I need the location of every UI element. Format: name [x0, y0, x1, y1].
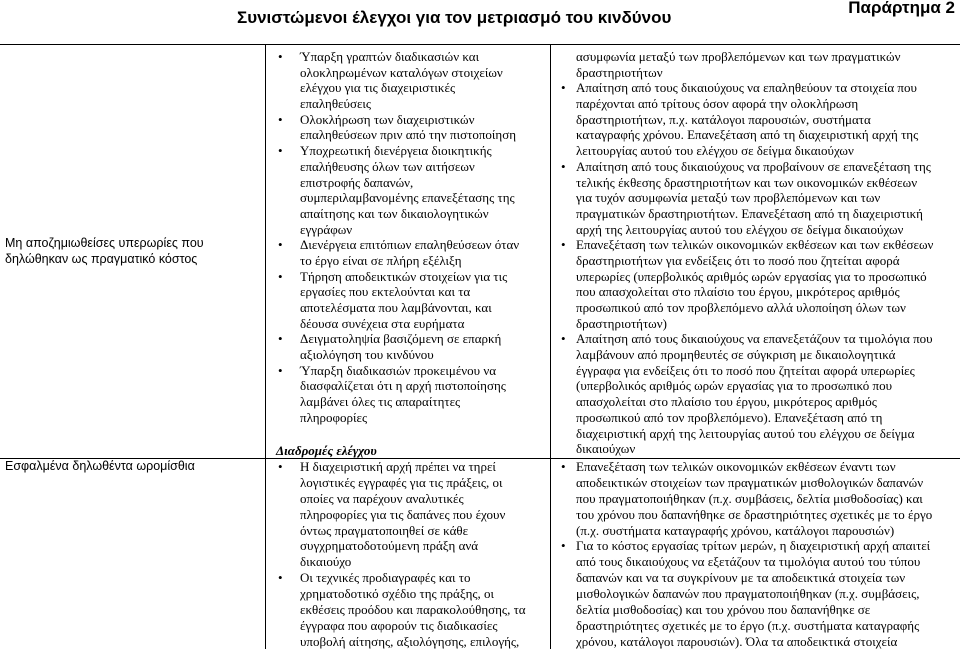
mitigation-item	[560, 80, 960, 158]
mitigation-line: Επανεξέταση των τελικών οικονομικών εκθέσεων και των εκθέσεων	[576, 237, 934, 253]
mitigation-line: δραστηριοτήτων	[576, 64, 663, 80]
mitigation-line: από τους δικαιούχους να εξετάζουν τα τιμολόγια αυτού του τύπου	[576, 554, 921, 570]
control-line: Διενέργεια επιτόπιων επαληθεύσεων όταν	[300, 237, 520, 253]
control-line: χρηματοδοτικό σχέδιο της πράξης, οι	[300, 586, 495, 602]
control-line: Η διαχειριστική αρχή πρέπει να τηρεί	[300, 459, 496, 474]
bullet-icon	[561, 538, 566, 554]
control-line: λαμβάνει όλες τις απαραίτητες	[300, 394, 461, 410]
control-line: εργασίες που εκτελούνται και τα	[300, 284, 471, 300]
control-item	[276, 363, 548, 426]
mitigation-line: δαπανών και να τα συγκρίνουν με τα αποδεικτικά στοιχεία των	[576, 570, 906, 586]
mitigation-line: λαμβάνουν από προμηθευτές σε σύγκριση με δικαιολογητικά	[576, 347, 896, 363]
mitigation-line: χρόνου, κατάλογοι παρουσιών). Όλα τα αποδεικτικά στοιχεία	[576, 633, 898, 649]
bullet-icon	[278, 570, 283, 586]
control-line: Υποχρεωτική διενέργεια διοικητικής	[300, 143, 492, 159]
mitigation-cell	[560, 49, 960, 457]
mitigation-line: Απαίτηση από τους δικαιούχους να επανεξετάζουν τα τιμολόγια που	[576, 331, 933, 347]
mitigation-item	[560, 159, 960, 237]
mitigation-line: διαχειριστική αρχή της λειτουργίας αυτού του ελέγχου σε δείγμα	[576, 425, 915, 441]
mitigation-line: προσωπικού από τον προβλεπόμενο). Επανεξέταση από τη	[576, 409, 883, 425]
bullet-icon	[278, 49, 283, 65]
control-line: υποβολή αίτησης, αξιολόγησης, επιλογής,	[300, 633, 520, 649]
control-line: όντως πραγματοποιηθεί σε κάθε	[300, 522, 469, 538]
mitigation-line: που πραγματοποιήθηκαν (π.χ. συμβάσεις, δελτία μισθοδοσίας) και	[576, 490, 923, 506]
bullet-icon	[561, 459, 566, 475]
mitigation-item	[560, 459, 960, 538]
bullet-icon	[278, 237, 283, 253]
mitigation-item	[560, 237, 960, 331]
control-line: Ύπαρξη διαδικασιών προκειμένου να	[300, 362, 497, 378]
control-item	[276, 570, 548, 649]
mitigation-line: Επανεξέταση των τελικών οικονομικών εκθέσεων έναντι των	[576, 459, 896, 474]
bullet-icon	[278, 269, 283, 285]
control-line: επαλήθευσης όλων των αιτήσεων	[300, 158, 475, 174]
control-item	[276, 331, 548, 362]
control-line: αποτελέσματα που λαμβάνονται, και	[300, 300, 492, 315]
bullet-icon	[278, 112, 283, 128]
mitigation-line: αποδεικτικών στοιχείων των πραγματικών μισθολογικών δαπανών	[576, 474, 924, 490]
bullet-icon	[278, 331, 283, 347]
mitigation-continued-text	[560, 49, 960, 80]
mitigation-cell	[560, 459, 960, 649]
bullet-icon	[278, 459, 283, 475]
mitigation-line: ασυμφωνία μεταξύ των προβλεπόμενων και των πραγματικών	[576, 49, 901, 64]
mitigation-line: που απασχολείται στο πλαίσιο του έργου, μικρότερος αριθμός	[576, 284, 900, 300]
mitigation-line: Απαίτηση από τους δικαιούχους να επαληθεύουν τα στοιχεία που	[576, 80, 917, 96]
mitigation-line: δικαιούχων	[576, 441, 636, 457]
mitigation-line: του χρόνου που δαπανήθηκε σε δραστηριότητες σχετικές με το έργο	[576, 506, 933, 522]
mitigation-line: (π.χ. συστήματα καταγραφής χρόνου, κατάλογοι παρουσιών)	[576, 522, 895, 538]
mitigation-line: Για το κόστος εργασίας τρίτων μερών, η διαχειριστική αρχή απαιτεί	[576, 538, 931, 554]
control-line: πληροφορίες	[300, 409, 368, 425]
mitigation-line: δελτία μισθοδοσίας) και του χρόνου που δαπανήθηκε σε	[576, 602, 871, 618]
audit-trail-heading: Διαδρομές ελέγχου	[276, 443, 377, 458]
control-item	[276, 49, 548, 112]
mitigation-line: μισθολογικών δαπανών που πραγματοποιήθηκαν (π.χ. συμβάσεις,	[576, 586, 920, 602]
control-line: το έργο είναι σε πλήρη εξέλιξη	[300, 252, 462, 268]
bullet-icon	[561, 80, 566, 96]
mitigation-line: απασχολείται στο πλαίσιο του έργου, μικρότερος αριθμός	[576, 394, 877, 410]
risk-line: Μη αποζημιωθείσες υπερωρίες που	[5, 236, 204, 250]
bullet-icon	[561, 331, 566, 347]
mitigation-line: προσωπικού από τον προβλεπόμενο αλλά υλοποίηση όλων των	[576, 300, 906, 315]
control-line: εγγράφων	[300, 221, 353, 237]
mitigation-line: (υπερβολικός αριθμός ωρών εργασίας για το προσωπικό που	[576, 378, 892, 394]
risk-cell	[5, 458, 195, 474]
mitigation-line: αρχή της λειτουργίας αυτού του ελέγχου σε δείγμα δικαιούχων	[576, 221, 904, 237]
control-line: έγγραφα που αφορούν τις διαδικασίες	[300, 617, 498, 633]
control-item	[276, 459, 548, 570]
control-line: λογιστικές εγγραφές για τις πράξεις, οι	[300, 474, 503, 490]
control-line: Ύπαρξη γραπτών διαδικασιών και	[300, 49, 480, 64]
control-line: επαληθεύσεις	[300, 96, 372, 112]
control-line: πληροφορίες για τις δαπάνες που έχουν	[300, 506, 506, 522]
mitigation-line: καταγραφής χρόνου. Επανεξέταση από τη διαχειριστική αρχή της	[576, 127, 919, 143]
mitigation-line: Απαίτηση από τους δικαιούχους να προβαίνουν σε επανεξέταση της	[576, 158, 931, 174]
control-item	[276, 143, 548, 237]
control-line: Τήρηση αποδεικτικών στοιχείων για τις	[300, 268, 508, 284]
control-line: ολοκληρωμένων καταλόγων στοιχείων	[300, 64, 503, 80]
control-line: συμπεριλαμβανομένης επανεξέτασης της	[300, 190, 515, 206]
control-line: ελέγχου για τις διαχειριστικές	[300, 80, 456, 96]
control-line: εκθέσεις προόδου και παρακολούθησης, τα	[300, 602, 526, 618]
risk-line: Εσφαλμένα δηλωθέντα ωρομίσθια	[5, 459, 195, 473]
annex-label: Παράρτημα 2	[848, 0, 955, 17]
table-top-border	[0, 44, 960, 45]
mitigation-line: δραστηριοτήτων, π.χ. κατάλογοι παρουσιών, συστήματα	[576, 111, 871, 127]
column-divider	[265, 44, 266, 649]
control-line: απαίτησης και των δικαιολογητικών	[300, 205, 489, 221]
control-line: δικαιούχο	[300, 554, 352, 570]
control-line: συγχρηματοδοτούμενη πράξη ανά	[300, 538, 479, 554]
mitigation-line: υπερωρίες (υπερβολικός αριθμός ωρών εργασίας για το προσωπικό	[576, 268, 927, 284]
control-line: Οι τεχνικές προδιαγραφές και το	[300, 570, 471, 586]
mitigation-line: παρέχονται από τρίτους όσον αφορά την ολοκλήρωση	[576, 96, 859, 112]
column-divider	[550, 44, 551, 649]
control-line: Δειγματοληψία βασιζόμενη σε επαρκή	[300, 331, 502, 347]
control-item	[276, 112, 548, 143]
control-line: αξιολόγηση του κινδύνου	[300, 347, 434, 363]
control-line: επιστροφής δαπανών,	[300, 174, 414, 190]
control-line: διασφαλίζεται ότι η αρχή πιστοποίησης	[300, 378, 506, 394]
mitigation-line: δραστηριότητες σχετικές με το έργο (π.χ. συστήματα καταγραφής	[576, 617, 920, 633]
mitigation-line: δραστηριοτήτων για ενδείξεις ότι το ποσό που ζητείται αφορά	[576, 252, 900, 268]
controls-cell	[276, 49, 548, 426]
page-title: Συνιστώμενοι έλεγχοι για τον μετριασμό του κινδύνου	[237, 8, 672, 27]
control-line: δέουσα συνέχεια στα ευρήματα	[300, 315, 465, 331]
risk-line: δηλώθηκαν ως πραγματικό κόστος	[5, 252, 198, 266]
mitigation-line: τελικής έκθεσης δραστηριοτήτων και των οικονομικών εκθέσεων	[576, 174, 918, 190]
bullet-icon	[278, 143, 283, 159]
bullet-icon	[561, 159, 566, 175]
mitigation-line: λειτουργίας αυτού του ελέγχου σε δείγμα δικαιούχων	[576, 143, 854, 159]
control-line: Ολοκλήρωση των διαχειριστικών	[300, 111, 475, 127]
control-line: επαληθεύσεων πριν από την πιστοποίηση	[300, 127, 517, 143]
mitigation-line: έγγραφα για ενδείξεις ότι το ποσό που ζητείται αφορά υπερωρίες	[576, 362, 915, 378]
bullet-icon	[278, 363, 283, 379]
risk-cell	[5, 235, 204, 267]
mitigation-line: πραγματικών δραστηριοτήτων. Επανεξέταση από τη διαχειριστική	[576, 205, 923, 221]
control-item	[276, 237, 548, 268]
control-line: οποίες να παρέχουν αναλυτικές	[300, 490, 464, 506]
mitigation-line: για τυχόν ασυμφωνία μεταξύ των προβλεπόμενων και των	[576, 190, 881, 206]
mitigation-line: δραστηριοτήτων)	[576, 315, 667, 331]
control-item	[276, 269, 548, 332]
controls-cell	[276, 459, 548, 649]
mitigation-item	[560, 538, 960, 649]
mitigation-item	[560, 331, 960, 457]
bullet-icon	[561, 237, 566, 253]
